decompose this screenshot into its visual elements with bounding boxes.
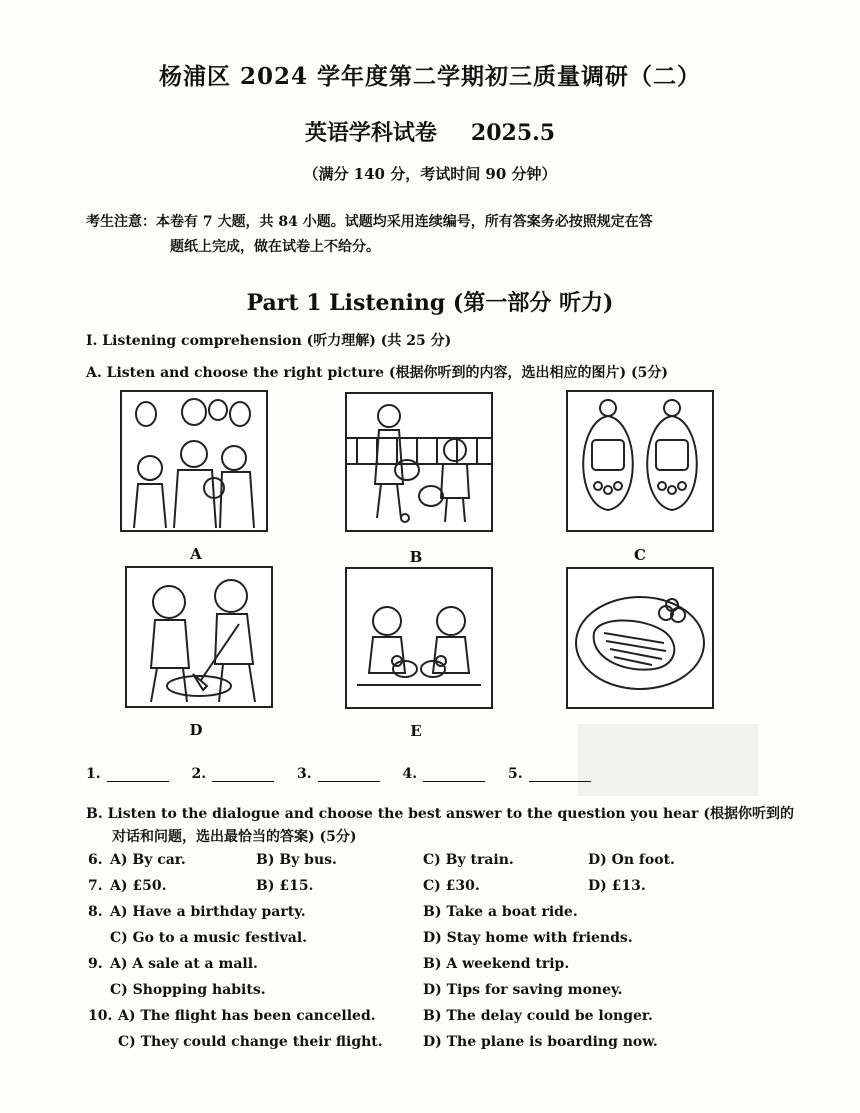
subject-name: 英语学科试卷 — [304, 120, 437, 146]
question-7-number: 7. — [88, 878, 103, 894]
tennis-players-picture-icon — [347, 394, 491, 530]
blank-4[interactable]: 4. — [403, 766, 486, 782]
exam-subtitle — [0, 116, 860, 147]
q9-option-b[interactable]: B) A weekend trip. — [423, 956, 570, 972]
q9-option-c[interactable]: C) Shopping habits. — [110, 982, 266, 998]
q10-option-b[interactable]: B) The delay could be longer. — [423, 1008, 653, 1024]
q9-option-d[interactable]: D) Tips for saving money. — [423, 982, 623, 998]
section-b-heading: B. Listen to the dialogue and choose the best answer to the question you hear (根据你听到的 — [86, 806, 794, 822]
scan-smudge — [578, 724, 758, 796]
q8-option-c[interactable]: C) Go to a music festival. — [110, 930, 308, 946]
picture-d — [125, 566, 273, 708]
exam-date: 2025.5 — [470, 120, 556, 146]
part-1-heading: Part 1 Listening (第一部分 听力) — [246, 290, 614, 316]
candidate-notice — [86, 210, 776, 260]
kids-with-pets-picture-icon — [347, 569, 491, 707]
notice-line-1: 考生注意：本卷有 7 大题，共 84 小题。试题均采用连续编号，所有答案务必按照规定在答 — [86, 214, 653, 230]
question-10-number: 10. — [88, 1008, 113, 1024]
q6-option-d[interactable]: D) On foot. — [588, 852, 675, 868]
picture-e-label: E — [410, 722, 422, 740]
tree-planting-picture-icon — [127, 568, 271, 706]
q6-option-c[interactable]: C) By train. — [423, 852, 514, 868]
q7-option-c[interactable]: C) £30. — [423, 878, 480, 894]
q8-option-a[interactable]: A) Have a birthday party. — [110, 904, 306, 920]
blank-2[interactable]: 2. — [192, 766, 275, 782]
q7-option-b[interactable]: B) £15. — [256, 878, 314, 894]
q10-option-a[interactable]: A) The flight has been cancelled. — [118, 1008, 376, 1024]
picture-a — [120, 390, 268, 532]
q7-option-d[interactable]: D) £13. — [588, 878, 646, 894]
score-time-note: （满分 140 分，考试时间 90 分钟） — [303, 165, 557, 183]
q6-option-b[interactable]: B) By bus. — [256, 852, 337, 868]
q8-option-d[interactable]: D) Stay home with friends. — [423, 930, 633, 946]
section-i-heading: I. Listening comprehension (听力理解) (共 25 分) — [86, 333, 452, 349]
family-lanterns-picture-icon — [122, 392, 266, 530]
section-b-heading-line2: 对话和问题，选出最恰当的答案) (5分) — [112, 829, 357, 845]
section-a-heading: A. Listen and choose the right picture (根据你听到的内容，选出相应的图片) (5分) — [86, 365, 669, 381]
exam-title: 杨浦区 2024 学年度第二学期初三质量调研（二） — [158, 63, 702, 90]
q7-option-a[interactable]: A) £50. — [110, 878, 167, 894]
electronic-pets-picture-icon — [568, 392, 712, 530]
question-8-number: 8. — [88, 904, 103, 920]
picture-d-label: D — [189, 721, 203, 739]
picture-b-label: B — [409, 548, 423, 566]
q6-option-a[interactable]: A) By car. — [110, 852, 186, 868]
q9-option-a[interactable]: A) A sale at a mall. — [110, 956, 258, 972]
blank-3[interactable]: 3. — [297, 766, 380, 782]
picture-b — [345, 392, 493, 532]
answer-blanks — [86, 766, 609, 782]
question-6-number: 6. — [88, 852, 103, 868]
picture-c — [566, 390, 714, 532]
q10-option-d[interactable]: D) The plane is boarding now. — [423, 1034, 658, 1050]
question-9-number: 9. — [88, 956, 103, 972]
q8-option-b[interactable]: B) Take a boat ride. — [423, 904, 578, 920]
steak-plate-picture-icon — [568, 569, 712, 707]
blank-1[interactable]: 1. — [86, 766, 169, 782]
picture-e — [345, 567, 493, 709]
picture-f — [566, 567, 714, 709]
picture-a-label: A — [190, 545, 202, 563]
blank-5[interactable]: 5. — [508, 766, 591, 782]
picture-c-label: C — [634, 546, 646, 564]
notice-line-2: 题纸上完成，做在试卷上不给分。 — [170, 239, 380, 255]
q10-option-c[interactable]: C) They could change their flight. — [118, 1034, 383, 1050]
